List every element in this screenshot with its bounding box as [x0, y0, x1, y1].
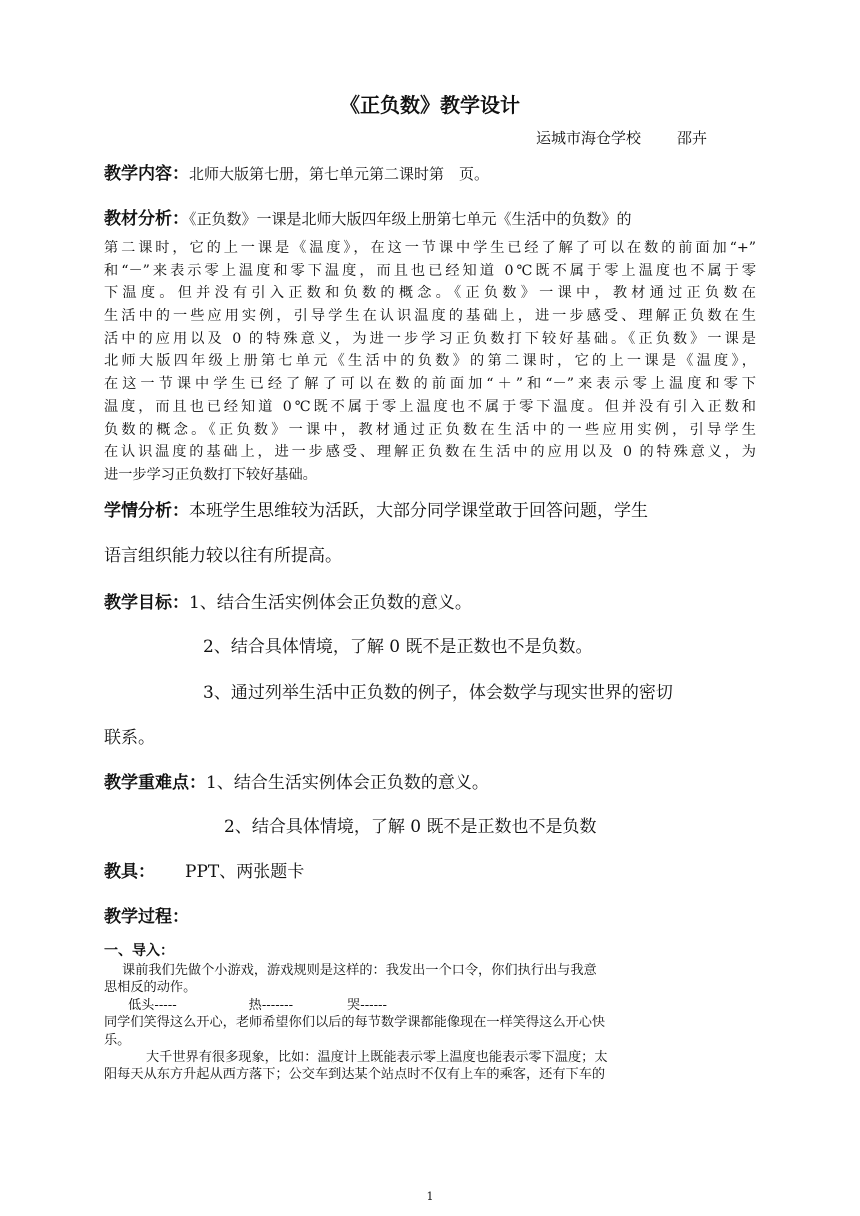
analysis-label: 教材分析：: [104, 209, 189, 229]
analysis-line: 负数的概念。《正负数》一课中，教材通过正负数在生活中的一些应用实例，引导学生: [104, 421, 756, 438]
intro-line: 乐。: [104, 1032, 131, 1048]
goal-1: 1、结合生活实例体会正负数的意义。: [189, 593, 472, 613]
analysis-line: 进一步学习正负数打下较好基础。: [104, 466, 317, 483]
process-label: 教学过程：: [104, 907, 189, 927]
learner-text-line1: 本班学生思维较为活跃，大部分同学课堂敢于回答问题，学生: [189, 501, 648, 521]
analysis-paragraph: [104, 237, 756, 487]
tools-text: PPT、两张题卡: [185, 862, 305, 882]
analysis-first-line: [104, 208, 632, 230]
analysis-first-text: 《正负数》一课是北师大版四年级上册第七单元《生活中的负数》的: [189, 210, 632, 228]
learner-row: [104, 500, 648, 522]
analysis-line: 在这一节课中学生已经了解了可以在数的前面加“＋”和“－”来表示零上温度和零下: [104, 376, 756, 393]
goal-2: 2、结合具体情境，了解 0 既不是正数也不是负数。: [203, 637, 593, 657]
analysis-line: 下温度。但并没有引入正数和负数的概念。《正负数》一课中，教材通过正负数在: [104, 285, 756, 302]
analysis-line: 在认识温度的基础上，进一步感受、理解正负数在生活中的应用以及 0 的特殊意义，为: [104, 444, 756, 461]
intro-line: 课前我们先做个小游戏，游戏规则是这样的：我发出一个口令，你们执行出与我意: [122, 963, 597, 978]
learner-label: 学情分析：: [104, 501, 189, 521]
document-title: 《正负数》教学设计: [340, 93, 520, 117]
analysis-line: 北师大版四年级上册第七单元《生活中的负数》的第二课时，它的上一课是《温度》，: [104, 353, 756, 370]
analysis-line: 第二课时，它的上一课是《温度》，在这一节课中学生已经了解了可以在数的前面加“+”: [104, 240, 756, 256]
section-1-title: 一、导入：: [104, 943, 174, 959]
game-item: 低头-----: [128, 997, 177, 1013]
school-name: 运城市海仓学校: [536, 129, 642, 147]
section-1-body: [104, 962, 756, 1084]
game-item: 哭------: [347, 997, 387, 1013]
learner-text-line2: 语言组织能力较以往有所提高。: [104, 546, 342, 566]
author-name: 邵卉: [677, 129, 708, 147]
tools-row: [104, 861, 304, 883]
key-point-2: 2、结合具体情境，了解 0 既不是正数也不是负数: [224, 817, 597, 837]
game-item: 热-------: [248, 997, 294, 1013]
intro-line: 大千世界有很多现象，比如：温度计上既能表示零上温度也能表示零下温度；太: [146, 1050, 608, 1066]
intro-line: 思相反的动作。: [104, 980, 197, 996]
analysis-line: 温度，而且也已经知道 0℃既不属于零上温度也不属于零下温度。但并没有引入正数和: [104, 398, 756, 415]
content-row: [104, 163, 489, 185]
content-label: 教学内容：: [104, 164, 189, 184]
goals-label: 教学目标：: [104, 593, 189, 613]
key-point-1: 1、结合生活实例体会正负数的意义。: [206, 773, 489, 793]
tools-label: 教具：: [104, 862, 155, 882]
goal-3-continued: 联系。: [104, 728, 155, 748]
page-number: 1: [426, 1190, 434, 1203]
content-text: 北师大版第七册，第七单元第二课时第 页。: [189, 165, 490, 183]
analysis-line: 和“－”来表示零上温度和零下温度，而且也已经知道 0℃既不属于零上温度也不属于零: [104, 262, 756, 279]
intro-line: 阳每天从东方升起从西方落下；公交车到达某个站点时不仅有上车的乘客，还有下车的: [104, 1067, 606, 1083]
analysis-line: 生活中的一些应用实例，引导学生在认识温度的基础上，进一步感受、理解正负数在生: [104, 308, 756, 325]
intro-line: 同学们笑得这么开心，老师希望你们以后的每节数学课都能像现在一样笑得这么开心快: [104, 1015, 606, 1031]
goal-3: 3、通过列举生活中正负数的例子，体会数学与现实世界的密切: [203, 683, 673, 703]
goals-row: [104, 592, 472, 614]
key-points-label: 教学重难点：: [104, 773, 206, 793]
game-items-line: [104, 997, 756, 1014]
key-points-row: [104, 772, 489, 794]
analysis-line: 活中的应用以及 0 的特殊意义，为进一步学习正负数打下较好基础。《正负数》一课是: [104, 330, 756, 347]
author-line: [536, 128, 707, 148]
